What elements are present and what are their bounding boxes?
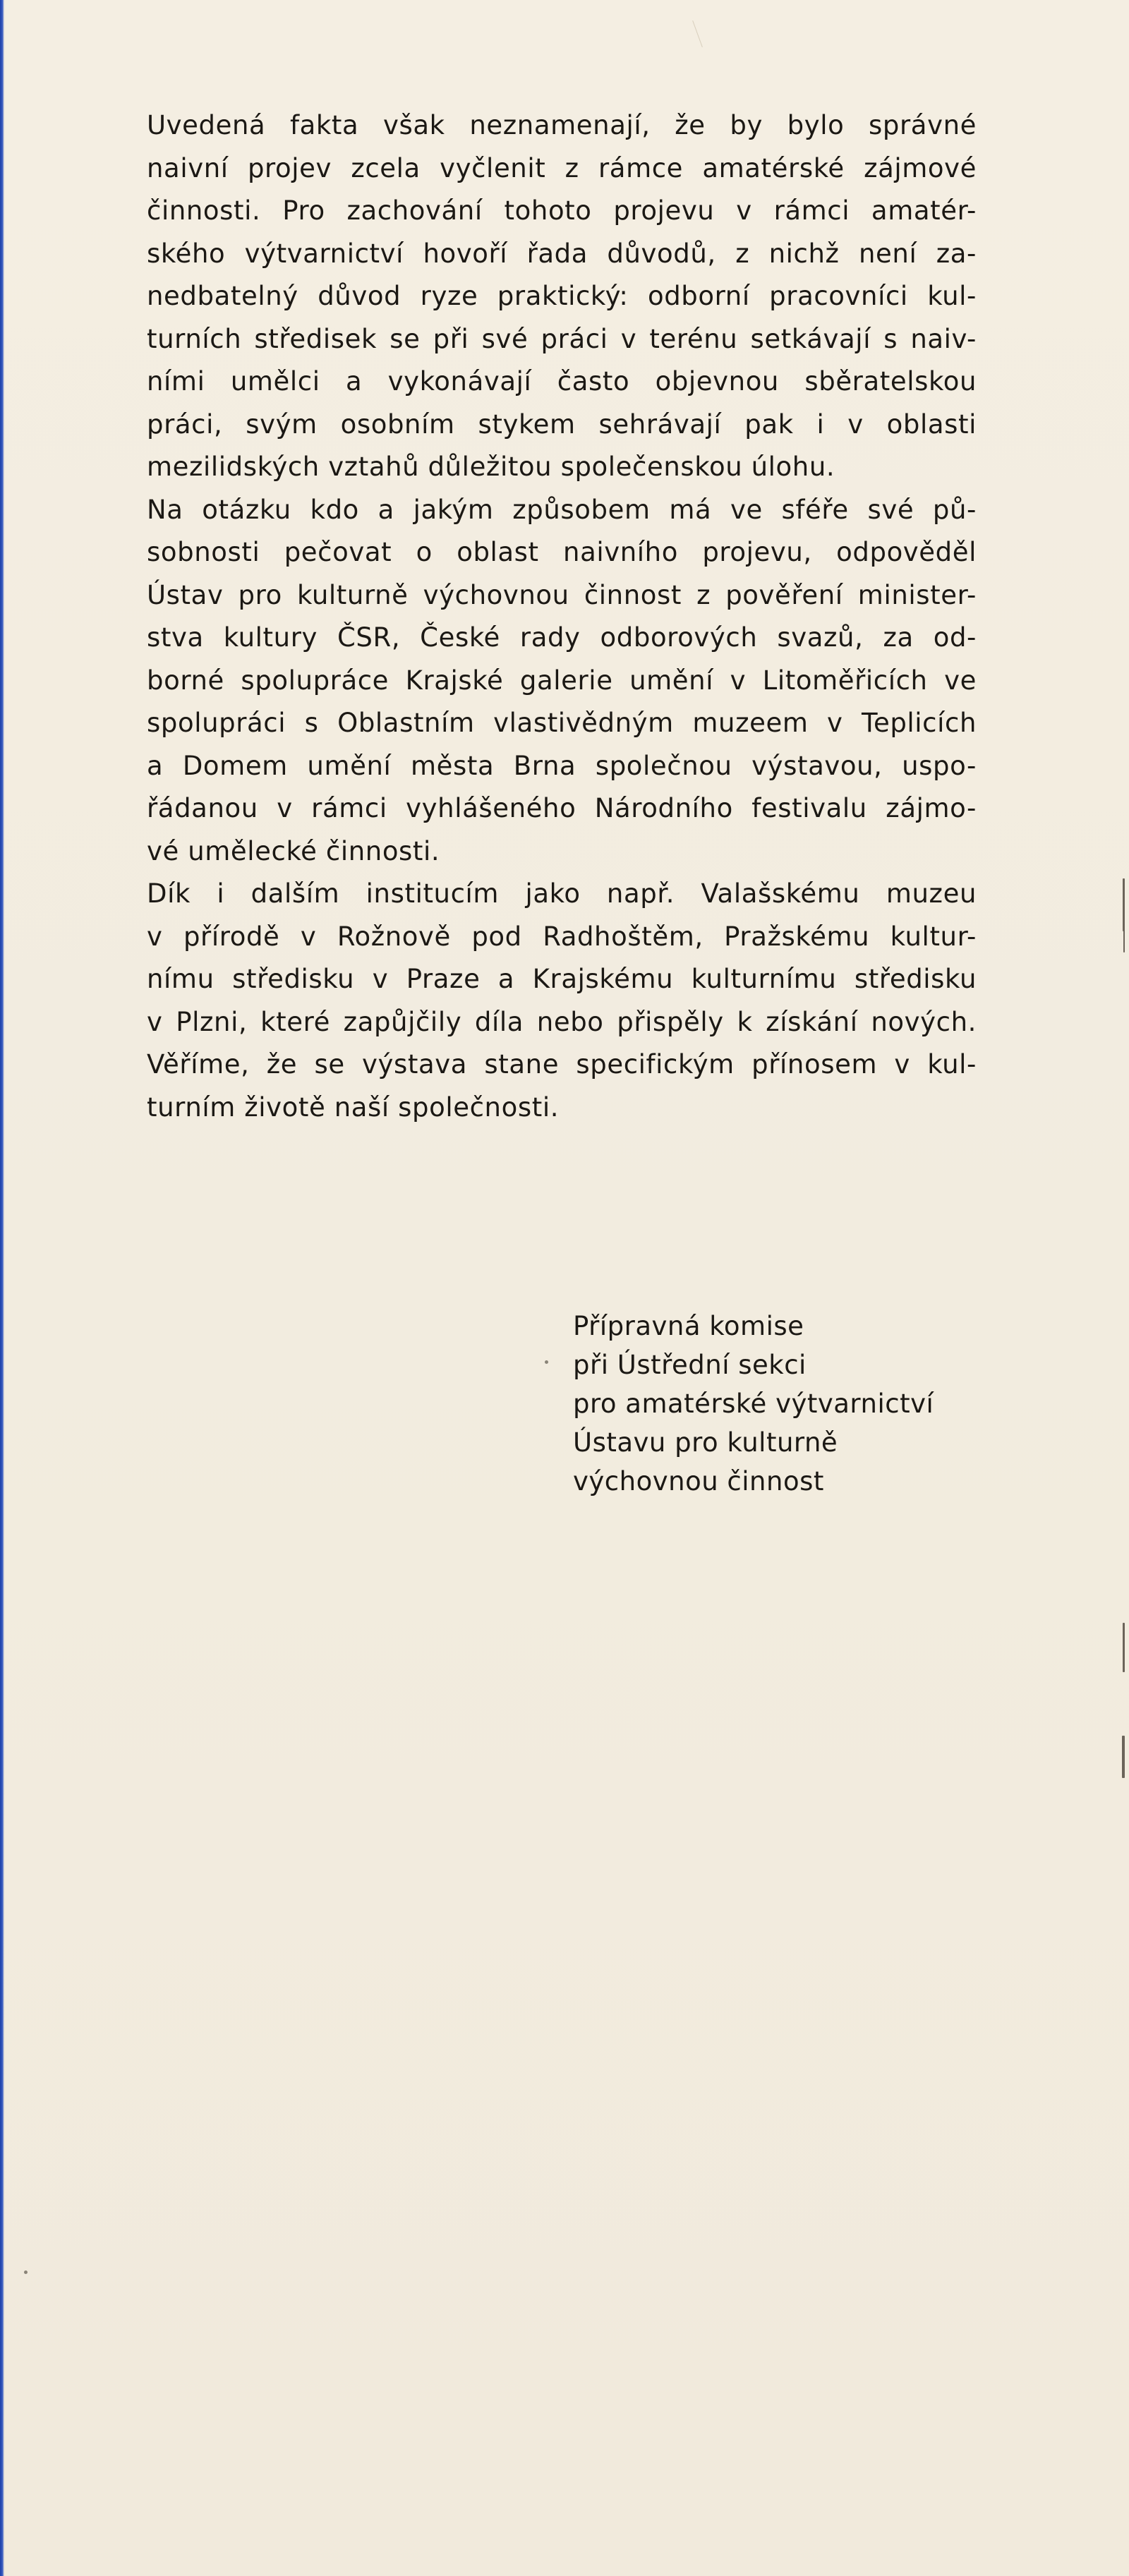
text-line: Na otázku kdo a jakým způsobem má ve sféře své pů- xyxy=(147,494,977,525)
text-line: mezilidských vztahů důležitou společenskou úlohu. xyxy=(147,452,835,482)
signature-line: pro amatérské výtvarnictví xyxy=(573,1389,934,1419)
text-line: v Plzni, které zapůjčily díla nebo přispěly k získání nových. xyxy=(147,1006,977,1037)
paper-crease xyxy=(692,20,703,47)
right-edge-mark xyxy=(1123,1623,1125,1672)
text-line: nedbatelný důvod ryze praktický: odborní pracovníci kul- xyxy=(147,281,977,311)
text-line: řádanou v rámci vyhlášeného Národního festivalu zájmo- xyxy=(147,793,977,823)
text-line: ními umělci a vykonávají často objevnou sběratelskou xyxy=(147,366,977,397)
right-edge-mark xyxy=(1122,1736,1125,1778)
signature-line: výchovnou činnost xyxy=(573,1466,824,1496)
text-line: vé umělecké činnosti. xyxy=(147,835,440,866)
text-line: sobnosti pečovat o oblast naivního projevu, odpověděl xyxy=(147,537,977,567)
paragraph-3 xyxy=(147,873,977,1129)
paper-speck xyxy=(24,2270,28,2274)
paper-speck xyxy=(545,1360,548,1364)
paragraph-1 xyxy=(147,104,977,489)
text-line: Uvedená fakta však neznamenají, že by bylo správné xyxy=(147,110,977,140)
text-line: stva kultury ČSR, České rady odborových svazů, za od- xyxy=(147,622,977,653)
text-line: činnosti. Pro zachování tohoto projevu v rámci amatér- xyxy=(147,195,977,226)
right-edge-mark xyxy=(1123,878,1125,931)
signature-block xyxy=(573,1307,934,1501)
text-line: turních středisek se při své práci v terénu setkávají s naiv- xyxy=(147,323,977,354)
body-text xyxy=(147,104,977,1129)
text-line: turním životě naší společnosti. xyxy=(147,1092,560,1123)
text-line: v přírodě v Rožnově pod Radhoštěm, Pražskému kultur- xyxy=(147,921,977,952)
text-line: Ústav pro kulturně výchovnou činnost z pověření minister- xyxy=(147,579,977,610)
signature-line: Přípravná komise xyxy=(573,1311,804,1341)
signature-line: při Ústřední sekci xyxy=(573,1350,807,1380)
text-line: nímu středisku v Praze a Krajskému kulturnímu středisku xyxy=(147,964,977,994)
text-line: spolupráci s Oblastním vlastivědným muzeem v Teplicích xyxy=(147,708,977,738)
text-line: naivní projev zcela vyčlenit z rámce amatérské zájmové xyxy=(147,152,977,183)
paragraph-2 xyxy=(147,489,977,873)
text-line: Dík i dalším institucím jako např. Valašskému muzeu xyxy=(147,878,977,909)
text-line: ského výtvarnictví hovoří řada důvodů, z nichž není za- xyxy=(147,238,977,269)
right-edge-mark xyxy=(1123,924,1125,953)
page-left-edge xyxy=(0,0,4,2576)
text-line: borné spolupráce Krajské galerie umění v Litoměřicích ve xyxy=(147,665,977,696)
signature-line: Ústavu pro kulturně xyxy=(573,1427,838,1458)
text-line: práci, svým osobním stykem sehrávají pak i v oblasti xyxy=(147,409,977,440)
text-line: Věříme, že se výstava stane specifickým přínosem v kul- xyxy=(147,1049,977,1080)
text-line: a Domem umění města Brna společnou výstavou, uspo- xyxy=(147,750,977,781)
